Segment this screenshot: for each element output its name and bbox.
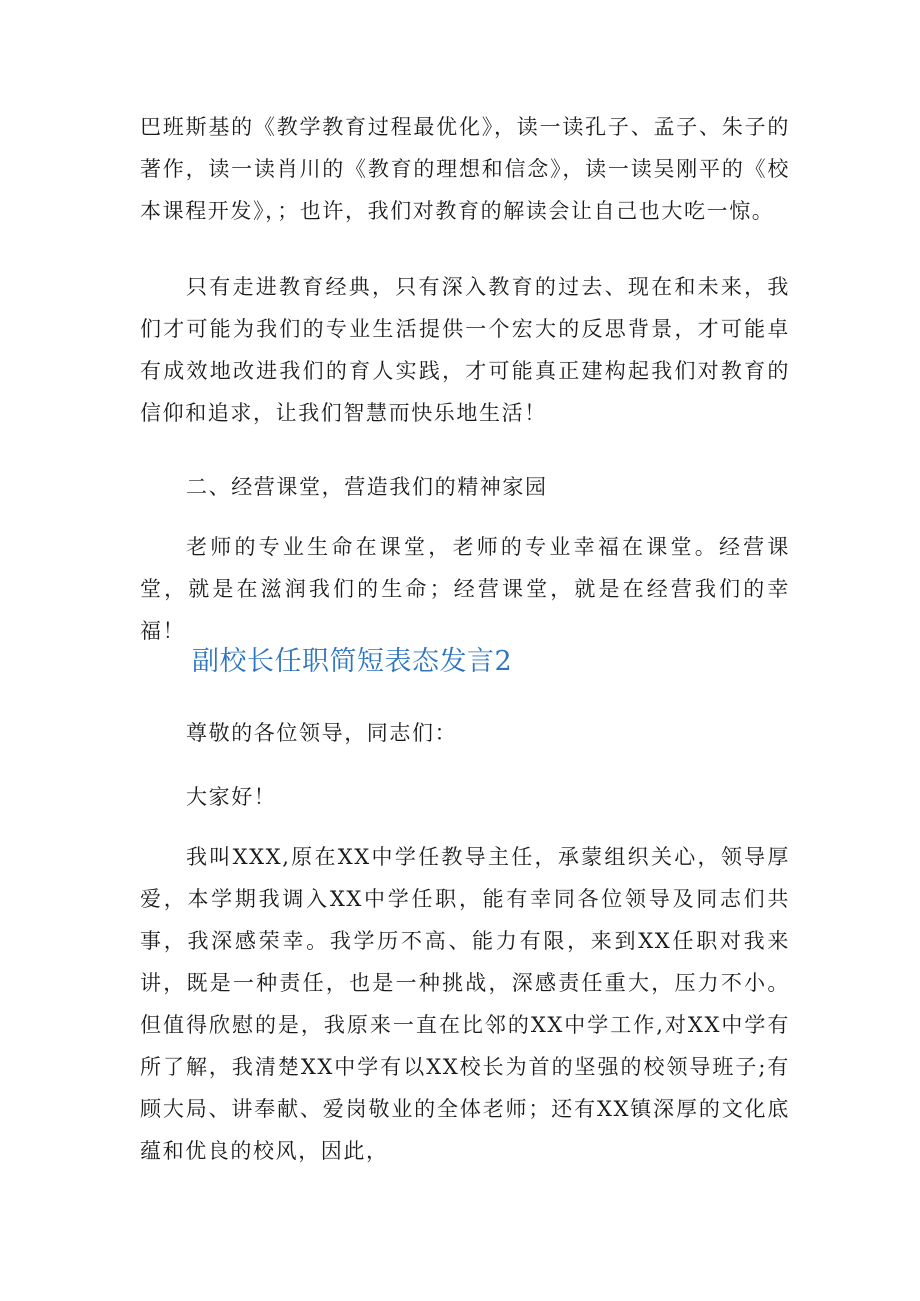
section-heading-classroom: 二、经营课堂，营造我们的精神家园 — [186, 475, 548, 499]
section-title: 副校长任职简短表态发言2 — [192, 646, 513, 677]
paragraph-reading-list: 巴班斯基的《教学教育过程最优化》，读一读孔子、孟子、朱子的著作，读一读肖川的《教育的理想和信念》，读一读吴刚平的《校本课程开发》，；也许，我们对教育的解读会让自己也大吃一惊。 — [140, 115, 790, 223]
speech-salutation: 尊敬的各位领导，同志们： — [186, 721, 458, 745]
paragraph-education-classics: 只有走进教育经典，只有深入教育的过去、现在和未来，我们才可能为我们的专业生活提供一个宏大的反思背景，才可能卓有成效地改进我们的育人实践，才可能真正建构起我们对教育的信仰和追求，让我们智慧而快乐地生活！ — [140, 275, 790, 425]
speech-greeting: 大家好！ — [186, 785, 277, 809]
speech-body-paragraph: 我叫XXX,原在XX中学任教导主任，承蒙组织关心，领导厚爱，本学期我调入XX中学任职，能有幸同各位领导及同志们共事，我深感荣幸。我学历不高、能力有限，来到XX任职对我来讲，既是一种责任，也是一种挑战，深感责任重大，压力不小。但值得欣慰的是，我原来一直在比邻的XX中学工作,对XX中学有所了解，我清楚XX中学有以XX校长为首的坚强的校领导班子;有顾大局、讲奉献、爱岗敬业的全体老师；还有XX镇深厚的文化底蕴和优良的校风，因此， — [140, 845, 790, 1163]
paragraph-classroom: 老师的专业生命在课堂，老师的专业幸福在课堂。经营课堂，就是在滋润我们的生命；经营课堂，就是在经营我们的幸福！ — [140, 535, 790, 643]
